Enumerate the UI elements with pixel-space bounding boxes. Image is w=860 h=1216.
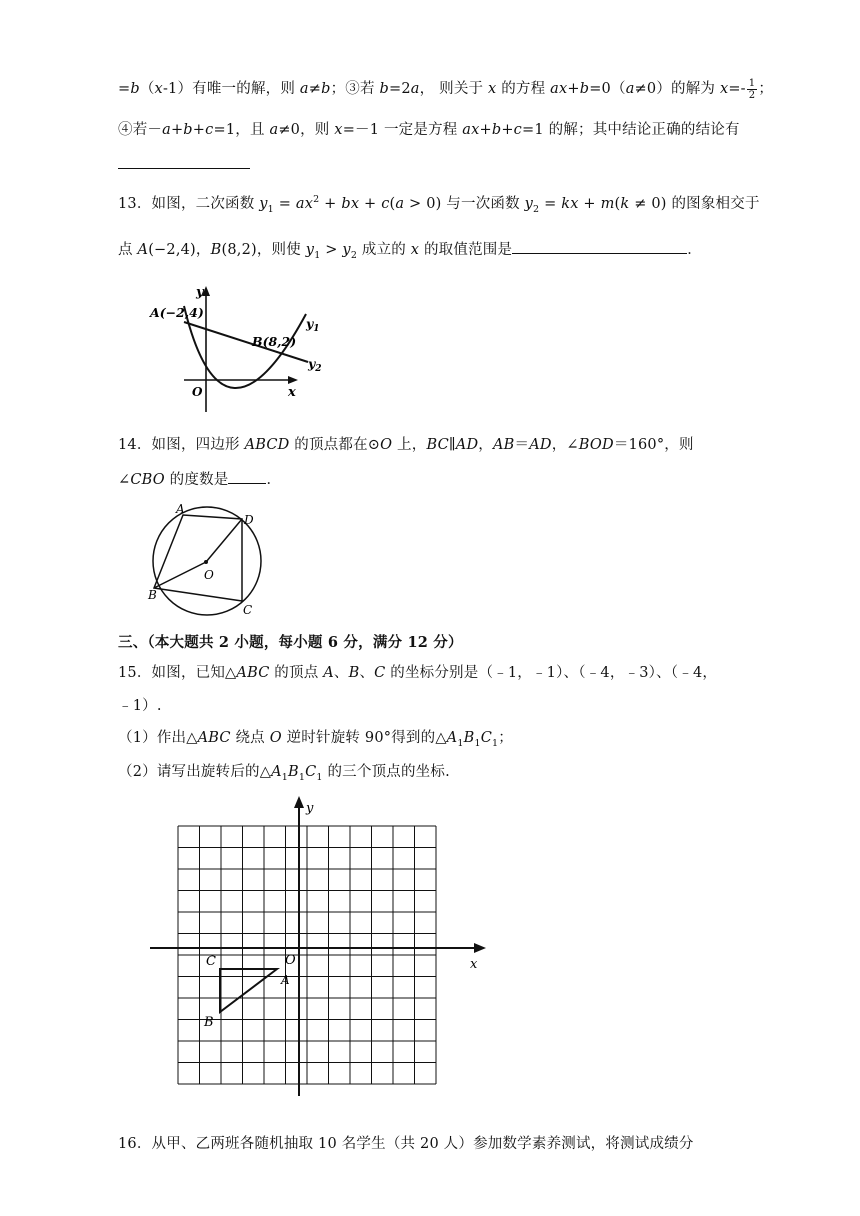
q13-label-x: x	[288, 385, 296, 400]
q13-label-y1: $y_1$	[306, 316, 320, 334]
q13-x-axis-arrow	[288, 376, 298, 384]
q16-line1: 16．从甲、乙两班各随机抽取 10 名学生（共 20 人）参加数学素养测试，将测试成绩分	[118, 1136, 694, 1152]
fraction-one-half: $\frac{1}{2}$	[748, 77, 756, 101]
q15-line2: ﹣1）.	[118, 698, 162, 714]
section-3-heading: 三、（本大题共 2 小题，每小题 6 分，满分 12 分）	[118, 634, 463, 651]
q15-part1: （1）作出△ABC 绕点 O 逆时针旋转 90°得到的$\triangle A_1B_1C_1$；	[118, 730, 513, 749]
q14-line1: 14．如图，四边形 ABCD 的顶点都在⊙O 上，BC∥AD，AB＝AD，∠BOD＝160°，则	[118, 437, 694, 453]
q15-x-axis-arrow	[474, 943, 486, 953]
q15-label-x: x	[470, 957, 478, 972]
q15-triangle-abc	[220, 969, 277, 1012]
q14-label-d: D	[244, 513, 254, 527]
q13-label-y2: $y_2$	[308, 356, 322, 374]
q15-label-c: C	[206, 954, 216, 969]
q15-label-y: y	[306, 801, 314, 816]
q15-label-b: B	[204, 1015, 214, 1030]
q13-answer-blank[interactable]	[512, 253, 687, 254]
q14-label-o: O	[204, 568, 214, 582]
q13-function-graph	[148, 284, 338, 416]
q13-label-point-b: B(8,2)	[252, 334, 297, 349]
q14-segment-od	[206, 519, 242, 562]
q15-coordinate-grid	[140, 794, 500, 1104]
q12-continuation-line2: ④若－a+b+c=1，且 a≠0，则 x=－1 一定是方程 ax+b+c=1 的解；其中结论正确的结论有	[118, 122, 740, 138]
q14-answer-blank[interactable]	[228, 483, 266, 484]
q14-circle-figure	[146, 500, 268, 622]
q13-label-origin: O	[192, 385, 203, 399]
q14-label-c: C	[243, 603, 253, 617]
q13-label-y: y	[196, 285, 204, 300]
q12-continuation-line1: =b（x-1）有唯一的解，则 a≠b；③若 b=2a， 则关于 x 的方程 ax+b=0（a≠0）的解为 x=- $\frac{1}{2}$ ；	[118, 77, 774, 101]
q13-label-point-a: A(−2,4)	[150, 305, 204, 320]
q13-line2: 点 A(−2,4)，B(8,2)，则使 $y_1 > y_2$ 成立的 x 的取值范围是 ．	[118, 242, 702, 261]
q15-grid-lines	[178, 826, 436, 1084]
q15-y-axis-arrow	[294, 796, 304, 808]
q14-center-dot	[204, 560, 208, 564]
q14-quadrilateral-abcd	[154, 515, 242, 601]
q14-label-a: A	[176, 502, 185, 516]
q15-line1: 15．如图，已知△ABC 的顶点 A、B、C 的坐标分别是（﹣1，﹣1）、（﹣4，﹣3）、（﹣4，	[118, 665, 718, 681]
q14-label-b: B	[148, 588, 157, 602]
q15-part2: （2）请写出旋转后的$\triangle A_1B_1C_1$ 的三个顶点的坐标.	[118, 764, 450, 783]
q14-segment-bo	[154, 562, 206, 588]
q15-label-a: A	[281, 973, 290, 987]
q14-line2: ∠CBO 的度数是 ．	[118, 472, 282, 488]
q13-line1: 13．如图，二次函数 $y_1 = ax^2$ + bx + c(a > 0) 与一次函数 $y_2$ = kx + m(k ≠ 0) 的图象相交于	[118, 194, 760, 215]
q12-answer-blank[interactable]	[118, 168, 250, 169]
q15-label-o: O	[285, 953, 296, 968]
